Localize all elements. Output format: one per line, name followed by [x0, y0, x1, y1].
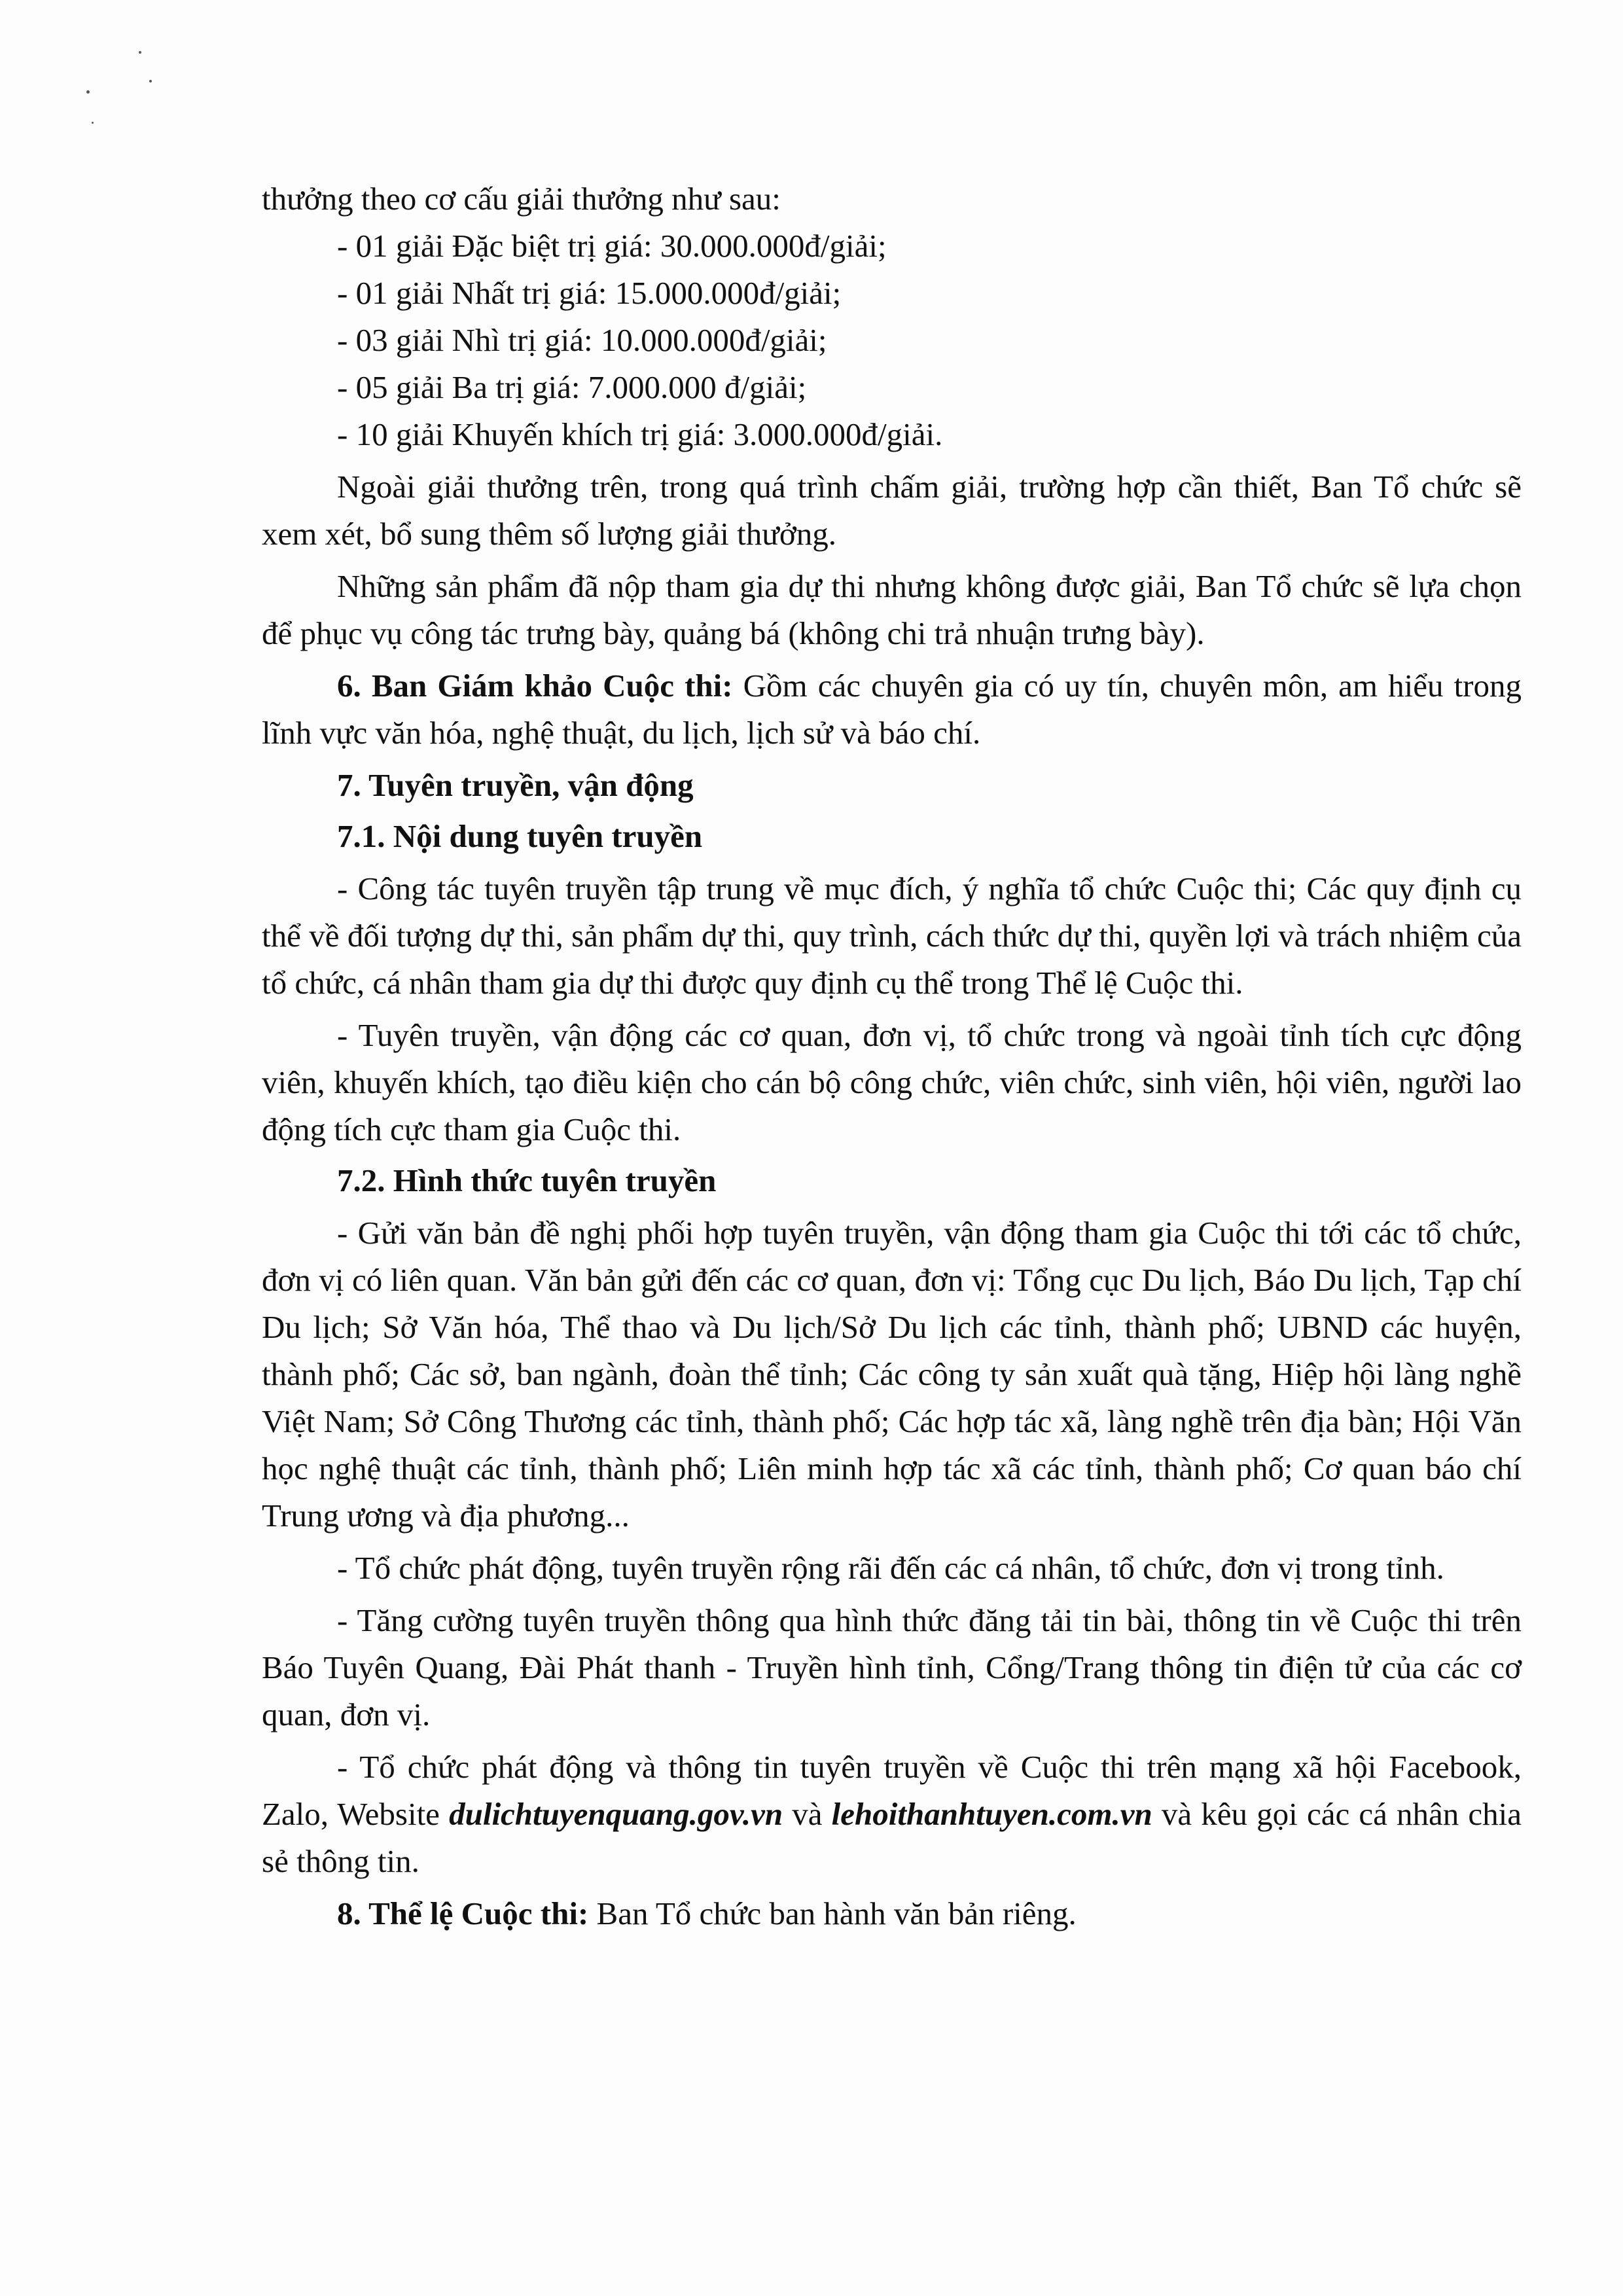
prize-item-first: - 01 giải Nhất trị giá: 15.000.000đ/giải;: [337, 275, 842, 311]
section-6-label: 6. Ban Giám khảo Cuộc thi:: [337, 668, 733, 704]
prize-item-encouragement: - 10 giải Khuyến khích trị giá: 3.000.000đ/giải.: [337, 416, 943, 452]
section-7-2-item: - Tổ chức phát động, tuyên truyền rộng rãi đến các cá nhân, tổ chức, đơn vị trong tỉnh.: [337, 1550, 1444, 1586]
intro-line: thưởng theo cơ cấu giải thưởng như sau:: [262, 181, 781, 217]
scan-speck: [139, 51, 141, 54]
paragraph-unawarded-products: Những sản phẩm đã nộp tham gia dự thi nhưng không được giải, Ban Tổ chức sẽ lựa chọn để phục vụ công tác trưng bày, quảng bá (không chi trả nhuận trưng bày).: [262, 568, 1522, 651]
section-7-2-item: - Gửi văn bản đề nghị phối hợp tuyên truyền, vận động tham gia Cuộc thi tới các tổ chức, đơn vị có liên quan. Văn bản gửi đến các cơ quan, đơn vị: Tổng cục Du lịch, Báo Du lịch, Tạp chí Du lịch; Sở Văn hóa, Thể thao và Du lịch/Sở Du lịch các tỉnh, thành phố; UBND các huyện, thành phố; Các sở, ban ngành, đoàn thể tỉnh; Các công ty sản xuất quà tặng, Hiệp hội làng nghề Việt Nam; Sở Công Thương các tỉnh, thành phố; Các hợp tác xã, làng nghề trên địa bàn; Hội Văn học nghệ thuật các tỉnh, thành phố; Liên minh hợp tác xã các tỉnh, thành phố; Cơ quan báo chí Trung ương và địa phương...: [262, 1215, 1522, 1534]
website-url-lehoithanhtuyen: lehoithanhtuyen.com.vn: [831, 1796, 1152, 1832]
scan-speck: [149, 80, 152, 82]
section-7-2-title: 7.2. Hình thức tuyên truyền: [337, 1162, 717, 1198]
paragraph-additional-prizes: Ngoài giải thưởng trên, trong quá trình chấm giải, trường hợp cần thiết, Ban Tổ chức sẽ xem xét, bổ sung thêm số lượng giải thưởng.: [262, 469, 1522, 552]
document-body: [262, 175, 1522, 1937]
section-7-1-title: 7.1. Nội dung tuyên truyền: [337, 818, 703, 854]
prize-list: [262, 223, 1522, 458]
prize-item-special: - 01 giải Đặc biệt trị giá: 30.000.000đ/giải;: [337, 228, 887, 264]
section-8-label: 8. Thể lệ Cuộc thi:: [337, 1895, 589, 1931]
website-url-dulichtuyenquang: dulichtuyenquang.gov.vn: [449, 1796, 783, 1832]
section-7-2-social-item: [262, 1744, 1522, 1885]
section-7-1-item: - Tuyên truyền, vận động các cơ quan, đơn vị, tổ chức trong và ngoài tỉnh tích cực động viên, khuyến khích, tạo điều kiện cho cán bộ công chức, viên chức, sinh viên, hội viên, người lao động tích cực tham gia Cuộc thi.: [262, 1017, 1522, 1147]
section-8-rules: [262, 1890, 1522, 1937]
section-8-text: Ban Tổ chức ban hành văn bản riêng.: [588, 1895, 1077, 1931]
prize-item-second: - 03 giải Nhì trị giá: 10.000.000đ/giải;: [337, 322, 827, 358]
social-text-before: - Tổ chức phát động và thông tin tuyên truyền về Cuộc thi trên mạng xã hội Facebook, Zalo, Website: [262, 1749, 1522, 1832]
social-text-after: và kêu gọi các cá nhân chia sẻ thông tin.: [262, 1796, 1522, 1879]
social-text-middle: và: [783, 1796, 832, 1832]
scan-speck: [92, 122, 94, 124]
section-7-2-item: - Tăng cường tuyên truyền thông qua hình thức đăng tải tin bài, thông tin về Cuộc thi trên Báo Tuyên Quang, Đài Phát thanh - Truyền hình tỉnh, Cổng/Trang thông tin điện tử của các cơ quan, đơn vị.: [262, 1602, 1522, 1732]
prize-item-third: - 05 giải Ba trị giá: 7.000.000 đ/giải;: [337, 369, 807, 405]
section-7-title: 7. Tuyên truyền, vận động: [337, 767, 694, 803]
section-6-text: Gồm các chuyên gia có uy tín, chuyên môn, am hiểu trong lĩnh vực văn hóa, nghệ thuật, du lịch, lịch sử và báo chí.: [262, 668, 1522, 751]
scan-speck: [86, 90, 90, 94]
section-7-1-item: - Công tác tuyên truyền tập trung về mục đích, ý nghĩa tổ chức Cuộc thi; Các quy định cụ thể về đối tượng dự thi, sản phẩm dự thi, quy trình, cách thức dự thi, quyền lợi và trách nhiệm của tổ chức, cá nhân tham gia dự thi được quy định cụ thể trong Thể lệ Cuộc thi.: [262, 870, 1522, 1001]
section-6-jury: [262, 662, 1522, 757]
